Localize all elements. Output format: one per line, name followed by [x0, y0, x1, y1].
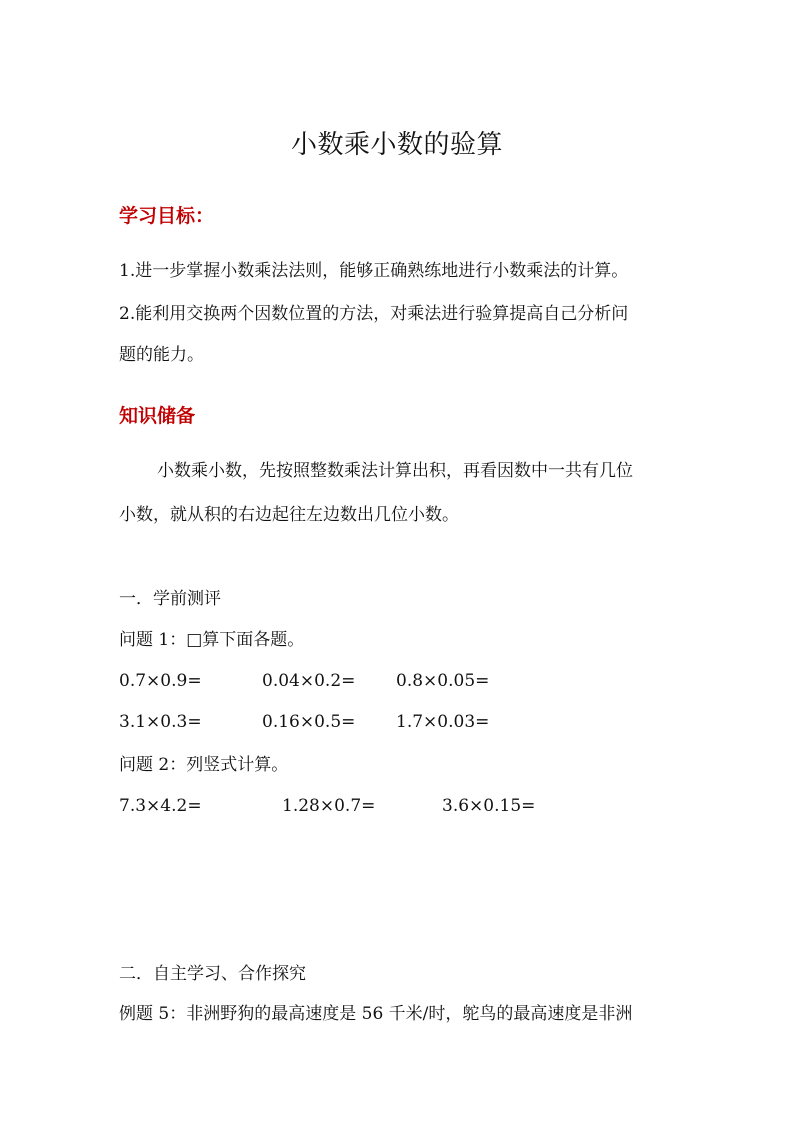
knowledge-line-2: 小数，就从积的右边起往左边数出几位小数。	[119, 505, 459, 525]
goal-item-2: 2.能利用交换两个因数位置的方法，对乘法进行验算提高自己分析问	[119, 304, 629, 324]
section-2-heading: 二．自主学习、合作探究	[119, 964, 306, 984]
goal-item-2-continued: 题的能力。	[119, 345, 204, 365]
calc-item: 3.1×0.3=	[119, 712, 202, 732]
question-1-label: 问题 1：□算下面各题。	[119, 630, 305, 650]
goal-item-1: 1.进一步掌握小数乘法法则，能够正确熟练地进行小数乘法的计算。	[119, 261, 629, 281]
example-5-text: 例题 5：非洲野狗的最高速度是 56 千米/时，鸵鸟的最高速度是非洲	[119, 1004, 633, 1024]
knowledge-line-1: 小数乘小数，先按照整数乘法计算出积，再看因数中一共有几位	[157, 461, 633, 481]
calc-item: 0.8×0.05=	[396, 671, 490, 691]
calc-item: 0.7×0.9=	[119, 671, 202, 691]
calc-item: 3.6×0.15=	[442, 796, 536, 816]
section-1-heading: 一．学前测评	[119, 589, 221, 609]
question-2-label: 问题 2：列竖式计算。	[119, 755, 289, 775]
page-title: 小数乘小数的验算	[290, 130, 503, 160]
calc-item: 1.28×0.7=	[282, 796, 376, 816]
calc-item: 7.3×4.2=	[119, 796, 202, 816]
calc-item: 1.7×0.03=	[396, 712, 490, 732]
learning-goals-heading: 学习目标：	[119, 205, 215, 227]
calc-item: 0.04×0.2=	[262, 671, 356, 691]
calc-item: 0.16×0.5=	[262, 712, 356, 732]
knowledge-heading: 知识储备	[119, 405, 196, 427]
